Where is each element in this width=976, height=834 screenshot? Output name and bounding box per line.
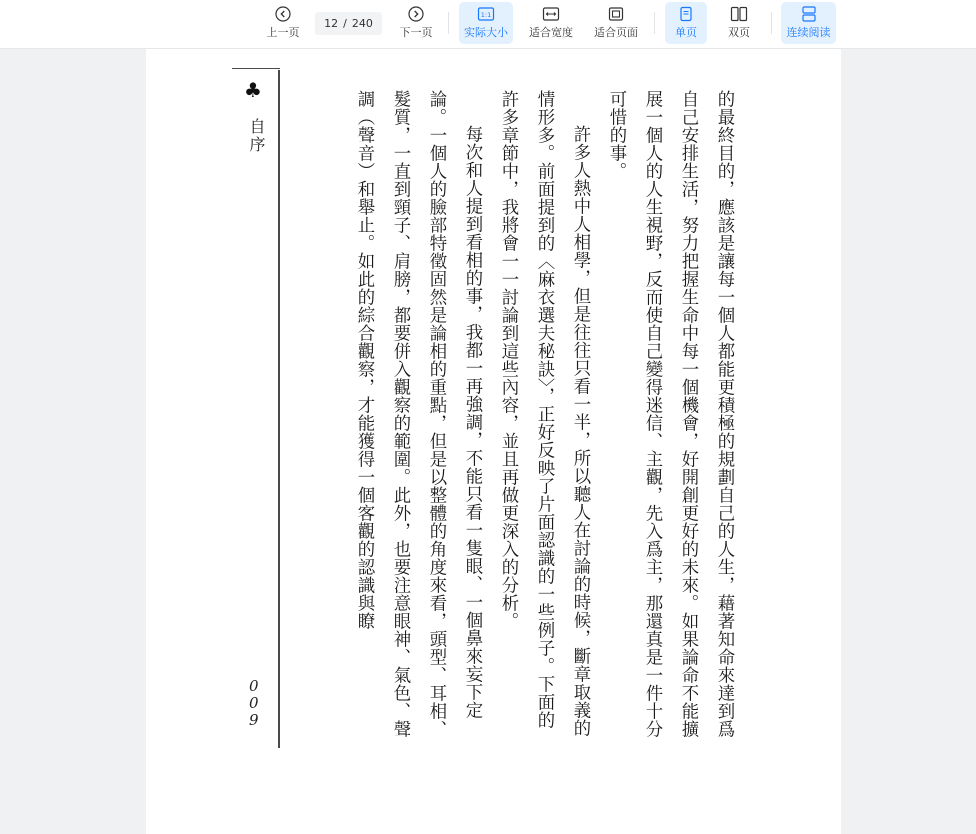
chevron-right-circle-icon [408, 6, 424, 22]
continuous-reading-button[interactable] [781, 2, 836, 44]
single-page-label: 单页 [675, 26, 697, 39]
prev-page-label: 上一页 [266, 26, 300, 39]
page-indicator[interactable] [315, 12, 382, 35]
svg-text:1:1: 1:1 [480, 10, 492, 19]
continuous-reading-label: 连续阅读 [786, 26, 831, 39]
fit-width-label: 适合宽度 [529, 26, 573, 39]
next-page-button[interactable] [395, 2, 437, 44]
continuous-reading-icon [800, 6, 818, 22]
prev-page-button[interactable] [262, 2, 304, 44]
fit-width-icon [542, 6, 560, 22]
viewer-toolbar [0, 0, 976, 49]
toolbar-divider [448, 12, 449, 34]
paragraph: 許多人熱中人相學，但是往往只看一半，所以聽人在討論的時候，斷章取義的情形多。前面提到的〈麻衣選夫秘訣〉，正好反映了片面認識的一些例子。下面的許多章節中，我將會一一討論到這些內容，並且再做更深入的分析。 [498, 90, 590, 737]
toolbar-divider [771, 12, 772, 34]
actual-size-button[interactable] [459, 2, 513, 44]
chevron-left-circle-icon [275, 6, 291, 22]
double-page-button[interactable] [718, 2, 760, 44]
fit-page-icon [607, 6, 625, 22]
page-number [249, 678, 259, 729]
actual-size-icon [477, 6, 495, 22]
single-page-icon [678, 6, 694, 22]
fit-page-button[interactable] [589, 2, 643, 44]
page-frame-top-line [232, 68, 280, 69]
fit-page-label: 适合页面 [594, 26, 638, 39]
page-number-digit: 0 [249, 677, 259, 695]
double-page-label: 双页 [728, 26, 750, 39]
double-page-icon [730, 6, 748, 22]
page-total: 240 [351, 17, 373, 30]
toolbar-divider [654, 12, 655, 34]
paragraph: 每次和人提到看相的事，我都一再強調，不能只看一隻眼、一個鼻來妄下定論。一個人的臉部特徵固然是論相的重點，但是以整體的角度來看，頭型、耳相、髮質，一直到頸子、肩膀，都要併入觀察的範圍。此外，也要注意眼神、氣色、聲調（聲音）和舉止。如此的綜合觀察，才能獲得一個客觀的認識與瞭 [354, 90, 482, 738]
page-number-digit: 9 [249, 711, 259, 729]
page-frame-vertical-line [278, 70, 280, 748]
page-number-digit: 0 [249, 694, 259, 712]
single-page-button[interactable] [665, 2, 707, 44]
next-page-label: 下一页 [399, 26, 433, 39]
chapter-title: 自序 [247, 118, 266, 154]
actual-size-label: 实际大小 [464, 26, 508, 39]
page-separator: / [343, 17, 347, 30]
fit-width-button[interactable] [524, 2, 578, 44]
club-suit-icon: ♣ [244, 78, 262, 102]
page-current[interactable]: 12 [324, 17, 339, 30]
page-body-text [350, 90, 742, 740]
paragraph: 的最終目的，應該是讓每一個人都能更積極的規劃自己的人生，藉著知命來達到爲自己安排生活，努力把握生命中每一個機會，好開創更好的未來。如果論命不能擴展一個人的人生視野，反而使自己變得迷信、主觀，先入爲主，那還真是一件十分可惜的事。 [606, 90, 734, 738]
